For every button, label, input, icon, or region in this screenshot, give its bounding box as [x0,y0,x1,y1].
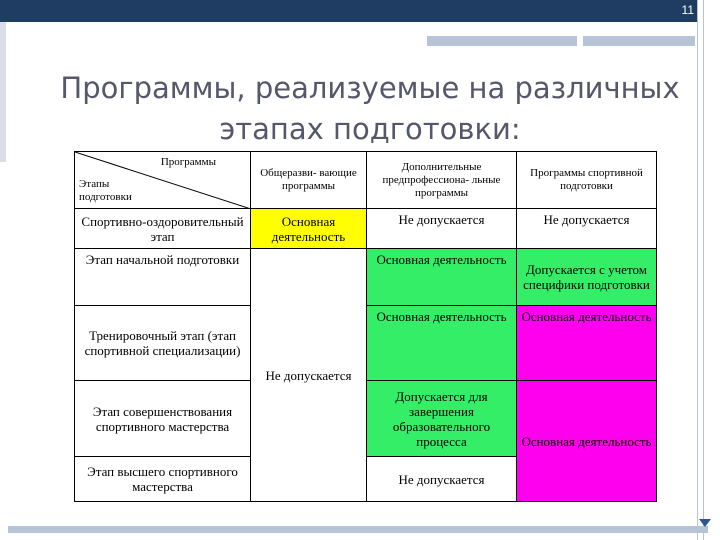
page-number: 11 [681,3,694,17]
corner-stages-line-2: подготовки [79,191,132,203]
table-row [75,209,657,249]
preprof-cell: Основная деятельность [367,249,517,306]
corner-programs-label: Программы [160,156,216,168]
header-preprofessional-programs: Дополнительные предпрофессиона- льные программы [367,152,517,209]
programs-table [74,151,657,502]
preprof-cell: Основная деятельность [367,306,517,381]
stage-cell: Этап совершенствования спортивного мастерства [75,381,251,457]
sport-cell: Допускается с учетом специфики подготовки [517,249,657,306]
slide-title [40,68,700,150]
sport-merged-cell: Основная деятельность [517,381,657,502]
header-general-programs: Общеразви- вающие программы [251,152,367,209]
stage-cell: Этап начальной подготовки [75,249,251,306]
stage-cell: Этап высшего спортивного мастерства [75,457,251,502]
corner-triangle [699,519,711,527]
accent-strip [427,36,577,46]
header-sport-programs: Программы спортивной подготовки [517,152,657,209]
title-line-1: Программы, реализуемые на различных [60,71,680,105]
general-cell: Основная деятельность [251,209,367,249]
preprof-cell: Не допускается [367,457,517,502]
stage-cell: Тренировочный этап (этап спортивной специализации) [75,306,251,381]
right-border-line [703,0,704,540]
corner-stages-label [79,178,132,204]
preprof-cell: Допускается для завершения образовательного процесса [367,381,517,457]
left-accent [0,22,6,162]
top-bar [0,0,697,22]
sport-cell: Не допускается [517,209,657,249]
sport-cell: Основная деятельность [517,306,657,381]
bottom-bar [8,526,708,533]
corner-header-cell [75,152,251,209]
general-merged-cell: Не допускается [251,249,367,502]
header-row [75,152,657,209]
preprof-cell: Не допускается [367,209,517,249]
corner-stages-line-1: Этапы [79,178,110,190]
title-line-2: этапах подготовки: [219,112,521,146]
accent-strip [583,36,695,46]
table-row [75,249,657,306]
stage-cell: Спортивно-оздоровительный этап [75,209,251,249]
